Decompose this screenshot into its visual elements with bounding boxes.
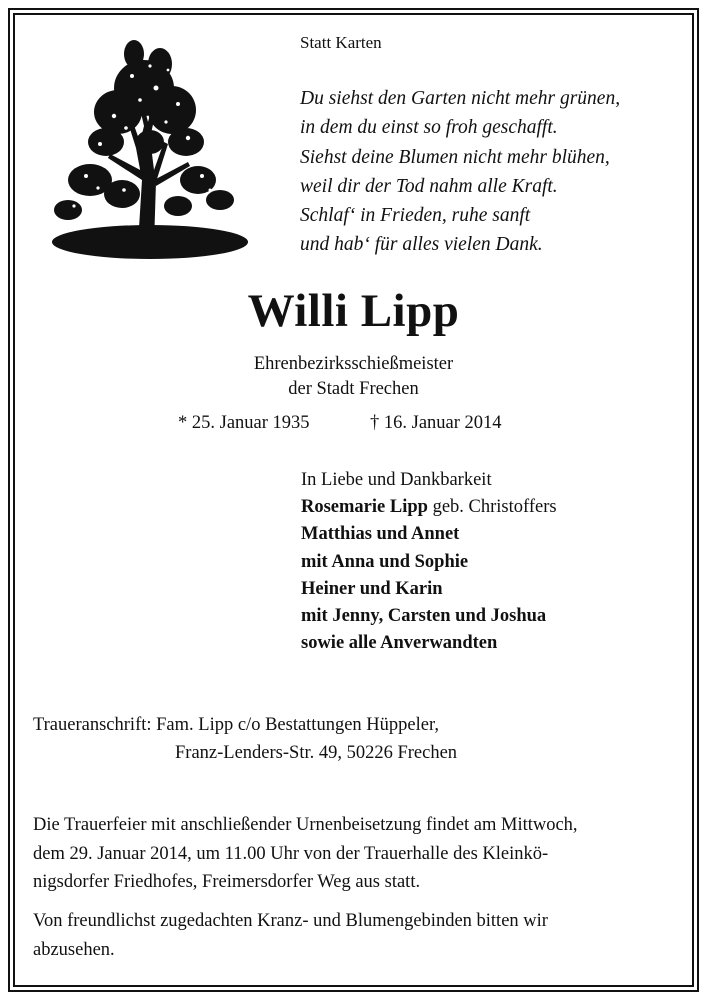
tree-illustration [38,30,250,270]
family-signature [301,467,557,657]
honorary-title [0,352,707,402]
intro-text: Statt Karten [300,33,382,52]
poem-line: in dem du einst so froh geschafft. [300,117,558,139]
deceased-name: Willi Lipp [247,285,460,337]
poem-line: weil dir der Tod nahm alle Kraft. [300,175,558,197]
role-line: der Stadt Frechen [288,379,419,399]
spouse-maiden-name: geb. Christoffers [427,497,557,518]
flowers-line: Von freundlichst zugedachten Kranz- und Blumengebinden bitten wir [33,911,548,931]
birth-date: * 25. Januar 1935 [178,413,310,433]
poem-line: Du siehst den Garten nicht mehr grünen, [300,88,621,109]
role-line: Ehrenbezirksschießmeister [253,354,454,374]
ceremony-line: dem 29. Januar 2014, um 11.00 Uhr von der Trauerhalle des Kleinkö- [33,843,549,864]
address-line: Traueranschrift: Fam. Lipp c/o Bestattungen Hüppeler, [33,715,439,735]
death-date: † 16. Januar 2014 [370,413,502,433]
flowers-line: abzusehen. [33,940,115,960]
spouse-name: Rosemarie Lipp [301,497,428,518]
family-line: mit Anna und Sophie [301,551,469,572]
family-intro: In Liebe und Dankbarkeit [301,470,492,490]
family-line: Heiner und Karin [301,578,443,599]
mourning-address [33,711,457,767]
poem-line: Schlaf‘ in Frieden, ruhe sanft [300,205,531,227]
address-line: Franz-Lenders-Str. 49, 50226 Frechen [175,743,458,763]
family-line: sowie alle Anverwandten [301,633,498,654]
ceremony-line: Die Trauerfeier mit anschließender Urnenbeisetzung findet am Mittwoch, [33,815,578,835]
ceremony-line: nigsdorfer Friedhofes, Freimersdorfer Weg aus statt. [33,872,421,893]
poem [300,84,620,260]
ceremony-info [33,811,578,897]
family-line: Matthias und Annet [301,524,460,545]
poem-line: und hab‘ für alles vielen Dank. [300,234,543,256]
poem-line: Siehst deine Blumen nicht mehr blühen, [300,146,610,168]
flowers-note [33,907,548,965]
family-line: mit Jenny, Carsten und Joshua [301,606,547,627]
family-line [301,494,557,521]
